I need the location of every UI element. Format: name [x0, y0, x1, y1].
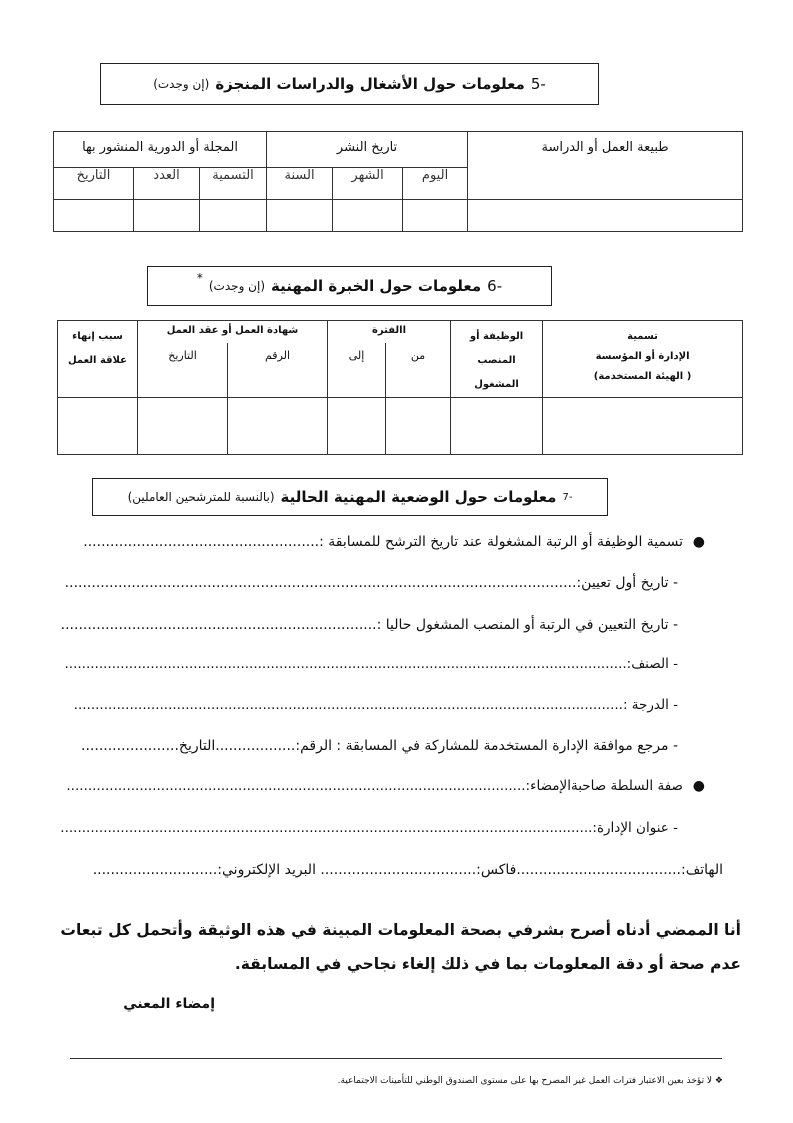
form-line-text: - تاريخ التعيين في الرتبة أو المنصب المشغول حاليا :.......................................................................	[60, 617, 678, 633]
bullet-icon: ●	[692, 778, 705, 794]
form-line-text: صفة السلطة صاحبةالإمضاء:...........................................................................................................	[66, 778, 683, 794]
section-5-number: -5	[530, 75, 546, 93]
table-cell[interactable]	[543, 398, 743, 455]
form-line-address[interactable]	[60, 820, 678, 836]
table-cell[interactable]	[58, 398, 138, 455]
publications-table	[53, 131, 743, 232]
footnote: ❖ لا تؤخذ بعين الاعتبار فترات العمل غير المصرح بها على مستوى الصندوق الوطني للتأمينات الاجتماعية.	[337, 1076, 723, 1086]
table-cell[interactable]	[228, 398, 328, 455]
form-line-category[interactable]	[65, 656, 679, 672]
table-cell[interactable]	[138, 398, 228, 455]
org-label-1: تسمية	[627, 331, 658, 342]
table-cell[interactable]	[386, 398, 451, 455]
sub-to: إلى	[328, 343, 386, 397]
form-line-job-title[interactable]	[83, 534, 705, 550]
form-line-contact[interactable]	[93, 862, 723, 878]
col-job	[451, 321, 543, 398]
section-6-title-box	[147, 266, 552, 306]
form-line-first-appointment[interactable]	[65, 575, 678, 591]
section-7-title: معلومات حول الوضعية المهنية الحالية	[280, 488, 557, 506]
sub-date: التاريخ	[138, 343, 228, 397]
footnote-divider	[70, 1058, 722, 1059]
section-6-number: -6	[487, 277, 503, 295]
end-label-2: علاقة العمل	[68, 355, 127, 366]
col-publish-date: تاريخ النشر	[267, 132, 468, 168]
form-line-text: - تاريخ أول تعيين:...................................................................................................................	[64, 575, 678, 591]
table-cell[interactable]	[451, 398, 543, 455]
section-5-title-box	[100, 63, 599, 105]
table-cell[interactable]	[328, 398, 386, 455]
table-cell[interactable]	[54, 200, 134, 232]
sub-number: الرقم	[228, 343, 328, 397]
declaration-line-1: أنا الممضي أدناه أصرح بشرفي بصحة المعلومات المبينة في هذه الوثيقة وأتحمل كل تبعات	[60, 921, 741, 939]
form-line-grade[interactable]	[74, 697, 678, 713]
org-label-2: الإدارة أو المؤسسة	[595, 351, 690, 362]
section-5-title: معلومات حول الأشغال والدراسات المنجزة	[215, 75, 525, 93]
table-cell[interactable]	[200, 200, 267, 232]
table-cell[interactable]	[468, 200, 743, 232]
section-7-note: (بالنسبة للمترشحين العاملين)	[127, 490, 275, 504]
sub-year: السنة	[267, 168, 333, 200]
section-6-note: (إن وجدت)	[208, 279, 266, 293]
table-cell[interactable]	[333, 200, 403, 232]
form-line-approval-reference[interactable]	[81, 738, 678, 754]
sub-journal-date: التاريخ	[54, 168, 134, 200]
org-label-3: ( الهيئة المستخدمة)	[593, 371, 692, 382]
sub-from: من	[386, 343, 451, 397]
section-6-title: معلومات حول الخبرة المهنية	[271, 277, 482, 295]
section-6-star: *	[196, 271, 203, 285]
form-line-text: - الدرجة :................................................................................................................................	[73, 697, 678, 713]
form-line-text: - مرجع موافقة الإدارة المستخدمة للمشاركة في المسابقة : الرقم:..................التاريخ......................	[81, 738, 678, 754]
col-certificate: شهادة العمل أو عقد العمل	[138, 321, 328, 344]
table-cell[interactable]	[403, 200, 468, 232]
form-line-text: الهاتف:.....................................فاكس:................................... البريد الإلكتروني:............................	[92, 862, 723, 878]
section-5-note: (إن وجدت)	[153, 77, 210, 91]
col-work-nature: طبيعة العمل أو الدراسة	[468, 132, 743, 200]
form-line-text: - الصنف:...................................................................................................................................	[64, 656, 678, 672]
end-label-1: سبب إنهاء	[72, 331, 123, 342]
job-label-1: الوظيفة أو المنصب	[469, 331, 524, 366]
col-end-reason	[58, 321, 138, 398]
sub-issue: العدد	[134, 168, 200, 200]
sub-month: الشهر	[333, 168, 403, 200]
sub-day: اليوم	[403, 168, 468, 200]
experience-table	[57, 320, 743, 455]
table-cell[interactable]	[267, 200, 333, 232]
declaration-line-2: عدم صحة أو دقة المعلومات بما في ذلك إلغاء نجاحي في المسابقة.	[234, 955, 741, 973]
sub-naming: التسمية	[200, 168, 267, 200]
col-organization	[543, 321, 743, 398]
col-period: االفترة	[328, 321, 451, 344]
job-label-2: المشغول	[474, 379, 519, 390]
col-journal: المجلة أو الدورية المنشور بها	[54, 132, 267, 168]
table-cell[interactable]	[134, 200, 200, 232]
signature-label: إمضاء المعني	[123, 996, 215, 1012]
section-7-number: -7	[562, 491, 573, 503]
form-line-current-appointment[interactable]	[61, 617, 678, 633]
section-7-title-box	[92, 478, 608, 516]
form-line-signing-authority[interactable]	[66, 778, 705, 794]
form-line-text: تسمية الوظيفة أو الرتبة المشغولة عند تاريخ الترشح للمسابقة :.....................................................	[83, 534, 683, 550]
form-line-text: - عنوان الإدارة:............................................................................................................................	[60, 820, 678, 836]
bullet-icon: ●	[692, 534, 705, 550]
